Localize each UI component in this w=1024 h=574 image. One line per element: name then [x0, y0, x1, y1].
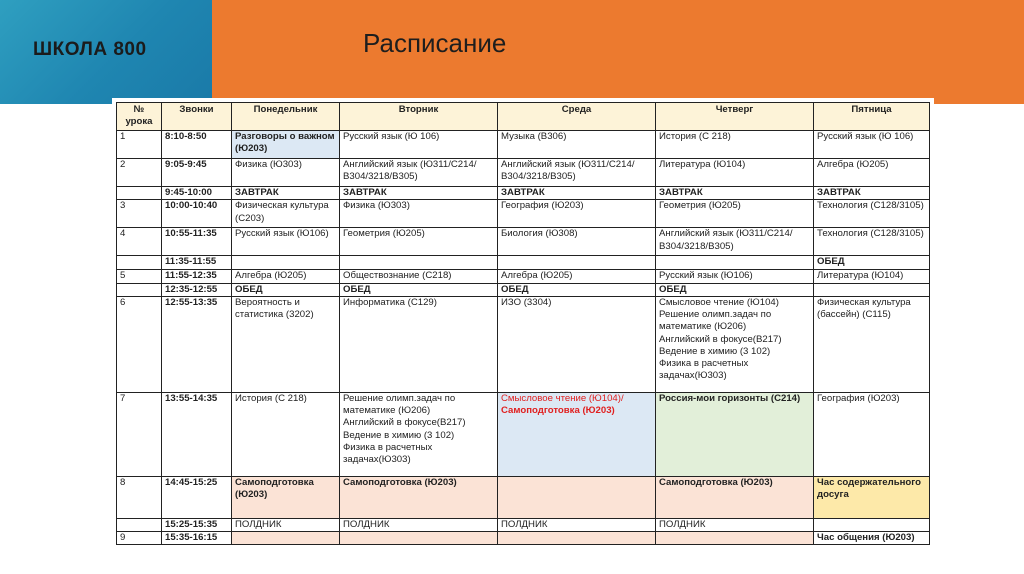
wednesday-cell	[498, 476, 656, 518]
monday-cell: Вероятность и статистика (3202)	[232, 296, 340, 392]
tuesday-cell: Английский язык (Ю311/С214/В304/3218/В305)	[340, 159, 498, 187]
lesson-number: 4	[117, 228, 162, 256]
wednesday-cell: ОБЕД	[498, 283, 656, 296]
friday-cell: Русский язык (Ю 106)	[814, 131, 930, 159]
wednesday-lesson-a: Смысловое чтение (Ю104)/	[501, 392, 624, 404]
lesson-number: 3	[117, 200, 162, 228]
thursday-cell: История (С 218)	[656, 131, 814, 159]
elective-item: Ведение в химию (3 102)	[343, 429, 455, 441]
header-banner	[212, 0, 1024, 104]
table-row	[117, 532, 930, 545]
page-title: Расписание	[363, 28, 507, 58]
table-row	[117, 131, 930, 159]
bell-time: 12:35-12:55	[162, 283, 232, 296]
bell-time: 9:05-9:45	[162, 159, 232, 187]
column-header: Среда	[498, 103, 656, 131]
elective-item: Смысловое чтение (Ю104)	[659, 296, 779, 308]
thursday-cell: Россия-мои горизонты (С214)	[656, 392, 814, 476]
bell-time: 13:55-14:35	[162, 392, 232, 476]
bell-time: 12:55-13:35	[162, 296, 232, 392]
monday-cell: Физическая культура (С203)	[232, 200, 340, 228]
table-row	[117, 159, 930, 187]
tuesday-cell	[340, 256, 498, 269]
wednesday-cell	[498, 256, 656, 269]
tuesday-cell: Обществознание (С218)	[340, 269, 498, 283]
monday-cell: Физика (Ю303)	[232, 159, 340, 187]
lesson-number: 7	[117, 392, 162, 476]
monday-cell: ПОЛДНИК	[232, 518, 340, 531]
lesson-number: 1	[117, 131, 162, 159]
tuesday-cell	[340, 392, 498, 476]
friday-cell: ЗАВТРАК	[814, 187, 930, 200]
lesson-number: 5	[117, 269, 162, 283]
wednesday-cell	[498, 532, 656, 545]
friday-cell: Алгебра (Ю205)	[814, 159, 930, 187]
friday-cell: Литература (Ю104)	[814, 269, 930, 283]
tuesday-cell: Русский язык (Ю 106)	[340, 131, 498, 159]
wednesday-cell: ИЗО (3304)	[498, 296, 656, 392]
bell-time: 8:10-8:50	[162, 131, 232, 159]
table-header-row	[117, 103, 930, 131]
tuesday-cell: Физика (Ю303)	[340, 200, 498, 228]
table-row	[117, 228, 930, 256]
wednesday-cell: ЗАВТРАК	[498, 187, 656, 200]
friday-cell: Технология (С128/3105)	[814, 200, 930, 228]
friday-cell: ОБЕД	[814, 256, 930, 269]
table-row	[117, 269, 930, 283]
column-header: Пятница	[814, 103, 930, 131]
lesson-number	[117, 187, 162, 200]
lesson-number	[117, 518, 162, 531]
monday-cell: Самоподготовка (Ю203)	[232, 476, 340, 518]
friday-cell: География (Ю203)	[814, 392, 930, 476]
column-header: № урока	[117, 103, 162, 131]
bell-time: 11:35-11:55	[162, 256, 232, 269]
bell-time: 14:45-15:25	[162, 476, 232, 518]
thursday-cell	[656, 532, 814, 545]
monday-cell	[232, 256, 340, 269]
elective-item: Физика в расчетных задачах(Ю303)	[343, 441, 433, 466]
wednesday-cell: География (Ю203)	[498, 200, 656, 228]
tuesday-cell: ЗАВТРАК	[340, 187, 498, 200]
monday-cell: ЗАВТРАК	[232, 187, 340, 200]
monday-cell: ОБЕД	[232, 283, 340, 296]
lesson-number: 9	[117, 532, 162, 545]
lesson-number: 6	[117, 296, 162, 392]
wednesday-cell: Музыка (В306)	[498, 131, 656, 159]
lesson-number	[117, 283, 162, 296]
schedule-table	[116, 102, 930, 545]
thursday-cell: ПОЛДНИК	[656, 518, 814, 531]
column-header: Звонки	[162, 103, 232, 131]
thursday-cell: ОБЕД	[656, 283, 814, 296]
table-row	[117, 392, 930, 476]
thursday-cell: Литература (Ю104)	[656, 159, 814, 187]
friday-cell: Физическая культура (бассейн) (С115)	[814, 296, 930, 392]
column-header: Вторник	[340, 103, 498, 131]
monday-cell: История (С 218)	[232, 392, 340, 476]
thursday-cell: ЗАВТРАК	[656, 187, 814, 200]
lesson-number: 8	[117, 476, 162, 518]
thursday-cell	[656, 256, 814, 269]
bell-time: 9:45-10:00	[162, 187, 232, 200]
tuesday-cell: ОБЕД	[340, 283, 498, 296]
elective-item: Решение олимп.задач по математике (Ю206)	[659, 309, 772, 333]
elective-item: Ведение в химию (3 102)	[659, 345, 771, 357]
wednesday-lesson-b: Самоподготовка (Ю203)	[501, 405, 615, 417]
break-row	[117, 187, 930, 200]
wednesday-cell: Биология (Ю308)	[498, 228, 656, 256]
elective-item: Решение олимп.задач по математике (Ю206)	[343, 392, 456, 417]
monday-cell: Русский язык (Ю106)	[232, 228, 340, 256]
column-header: Понедельник	[232, 103, 340, 131]
break-row	[117, 256, 930, 269]
wednesday-cell: ПОЛДНИК	[498, 518, 656, 531]
table-row	[117, 296, 930, 392]
column-header: Четверг	[656, 103, 814, 131]
bell-time: 10:00-10:40	[162, 200, 232, 228]
friday-cell	[814, 518, 930, 531]
bell-time: 15:35-16:15	[162, 532, 232, 545]
bell-time: 10:55-11:35	[162, 228, 232, 256]
logo-panel	[0, 0, 212, 104]
schedule-card	[112, 98, 934, 570]
break-row	[117, 518, 930, 531]
tuesday-cell: Самоподготовка (Ю203)	[340, 476, 498, 518]
wednesday-cell: Английский язык (Ю311/С214/В304/3218/В305)	[498, 159, 656, 187]
bell-time: 15:25-15:35	[162, 518, 232, 531]
thursday-cell	[656, 296, 814, 392]
monday-cell	[232, 532, 340, 545]
elective-item: Физика в расчетных задачах(Ю303)	[659, 358, 749, 382]
tuesday-cell: Информатика (С129)	[340, 296, 498, 392]
thursday-cell: Русский язык (Ю106)	[656, 269, 814, 283]
thursday-cell: Английский язык (Ю311/С214/В304/3218/В305)	[656, 228, 814, 256]
friday-cell	[814, 283, 930, 296]
lesson-number	[117, 256, 162, 269]
friday-cell: Час содержательного досуга	[814, 476, 930, 518]
lesson-number: 2	[117, 159, 162, 187]
friday-cell: Час общения (Ю203)	[814, 532, 930, 545]
table-row	[117, 476, 930, 518]
monday-cell: Разговоры о важном (Ю203)	[232, 131, 340, 159]
thursday-cell: Геометрия (Ю205)	[656, 200, 814, 228]
table-row	[117, 200, 930, 228]
tuesday-cell: Геометрия (Ю205)	[340, 228, 498, 256]
wednesday-cell	[498, 392, 656, 476]
monday-cell: Алгебра (Ю205)	[232, 269, 340, 283]
friday-cell: Технология (С128/3105)	[814, 228, 930, 256]
bell-time: 11:55-12:35	[162, 269, 232, 283]
school-logo: ШКОЛА 800	[33, 39, 147, 60]
thursday-cell: Самоподготовка (Ю203)	[656, 476, 814, 518]
tuesday-cell: ПОЛДНИК	[340, 518, 498, 531]
wednesday-cell: Алгебра (Ю205)	[498, 269, 656, 283]
elective-item: Английский в фокусе(В217)	[343, 417, 466, 429]
break-row	[117, 283, 930, 296]
tuesday-cell	[340, 532, 498, 545]
elective-item: Английский в фокусе(В217)	[659, 333, 782, 345]
